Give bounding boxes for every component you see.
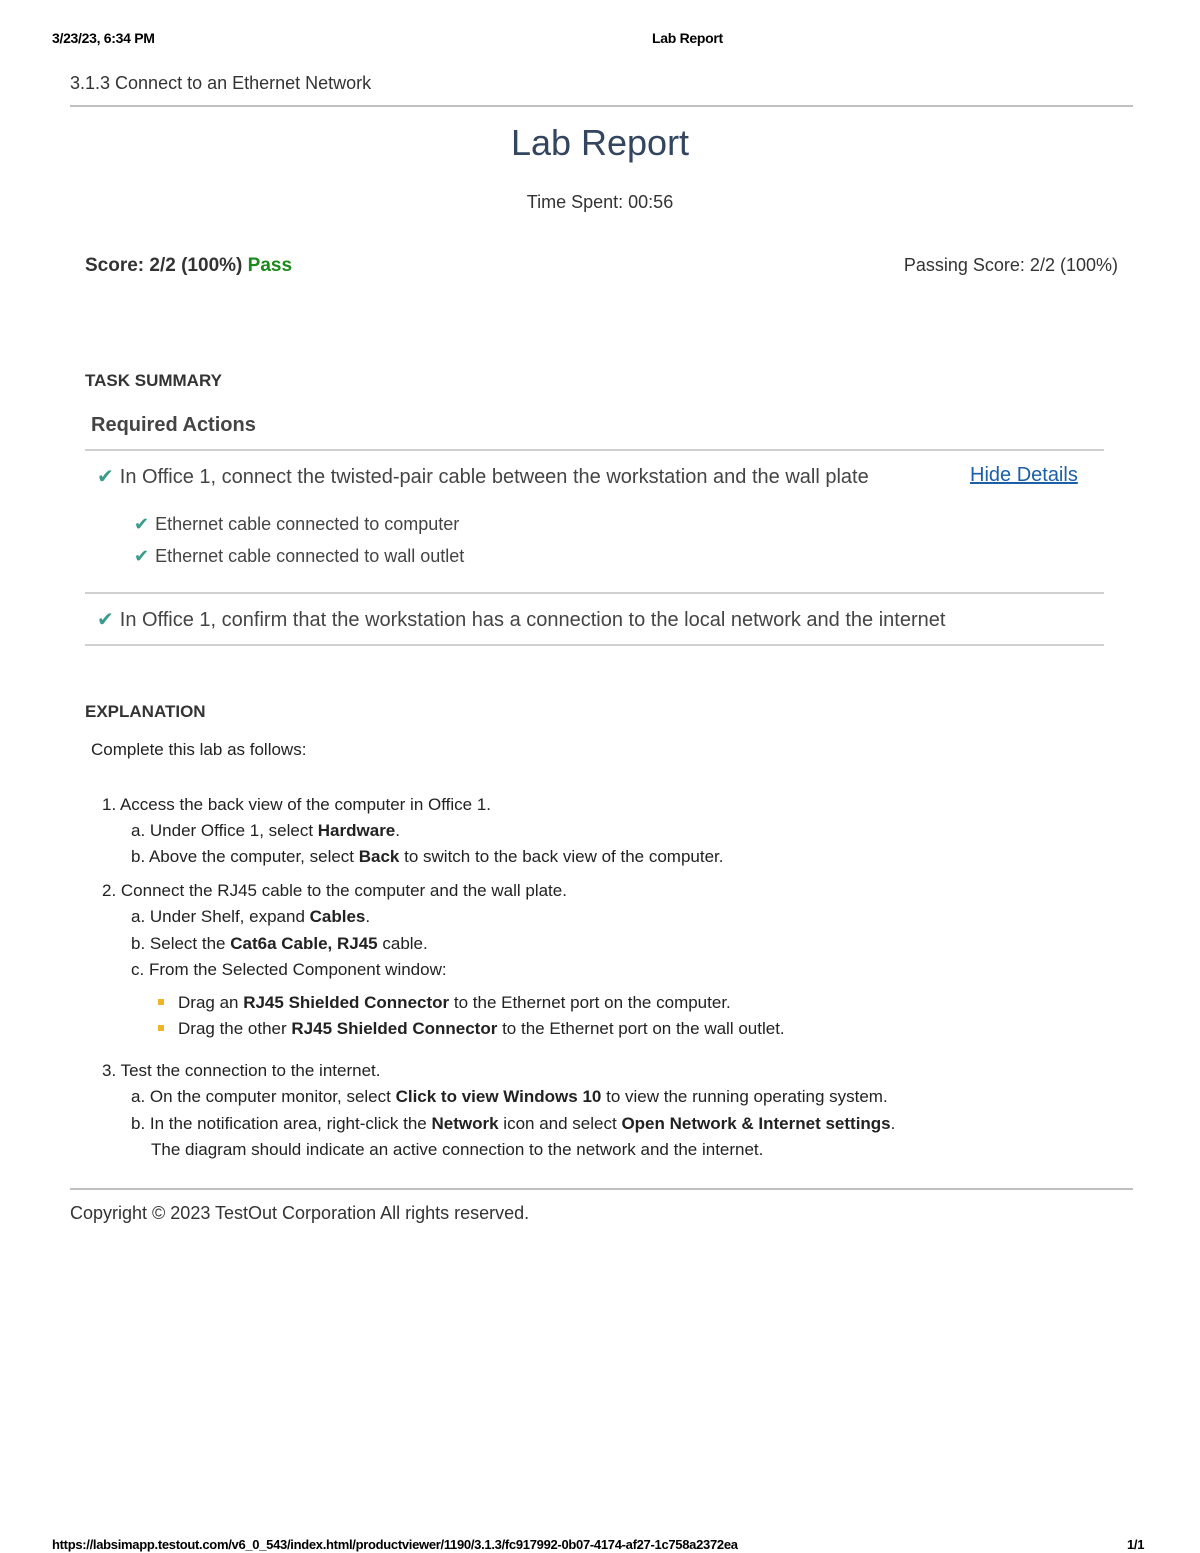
step-1a: a. Under Office 1, select Hardware. xyxy=(131,821,400,840)
check-icon: ✔ xyxy=(134,514,150,534)
page-title: Lab Report xyxy=(510,122,690,163)
bottom-divider xyxy=(70,1188,1133,1190)
step-2: 2. Connect the RJ45 cable to the computer and the wall plate. xyxy=(102,881,567,900)
divider xyxy=(85,449,1104,451)
bullet-item: Drag the other RJ45 Shielded Connector to the Ethernet port on the wall outlet. xyxy=(158,1019,785,1039)
step-1b: b. Above the computer, select Back to switch to the back view of the computer. xyxy=(131,847,724,866)
required-actions-heading: Required Actions xyxy=(91,414,256,436)
divider xyxy=(85,644,1104,646)
task-detail-item xyxy=(134,546,464,567)
time-spent: Time Spent: 00:56 xyxy=(526,192,674,212)
print-title: Lab Report xyxy=(652,30,723,46)
explanation-intro: Complete this lab as follows: xyxy=(91,740,307,759)
task-text: In Office 1, connect the twisted-pair cable between the workstation and the wall plate xyxy=(119,466,869,488)
divider xyxy=(85,592,1104,594)
check-icon: ✔ xyxy=(97,609,114,631)
top-divider xyxy=(70,105,1133,107)
task-detail-text: Ethernet cable connected to wall outlet xyxy=(155,546,465,566)
step-3: 3. Test the connection to the internet. xyxy=(102,1061,381,1080)
task-summary-heading: TASK SUMMARY xyxy=(85,371,222,390)
hide-details-link[interactable]: Hide Details xyxy=(970,464,1078,486)
breadcrumb: 3.1.3 Connect to an Ethernet Network xyxy=(70,73,372,93)
check-icon: ✔ xyxy=(134,546,150,566)
score-label: Score: 2/2 (100%) xyxy=(85,255,243,276)
step-1: 1. Access the back view of the computer in Office 1. xyxy=(102,795,491,814)
passing-score: Passing Score: 2/2 (100%) xyxy=(903,255,1118,275)
result-badge: Pass xyxy=(247,255,293,276)
task-detail-text: Ethernet cable connected to computer xyxy=(155,514,460,534)
print-url: https://labsimapp.testout.com/v6_0_543/index.html/productviewer/1190/3.1.3/fc917992-0b07-4174-af27-1c758a2372ea xyxy=(52,1537,738,1552)
print-datetime: 3/23/23, 6:34 PM xyxy=(52,30,155,46)
copyright: Copyright © 2023 TestOut Corporation All rights reserved. xyxy=(70,1203,530,1223)
bullet-item: Drag an RJ45 Shielded Connector to the Ethernet port on the computer. xyxy=(158,993,731,1013)
step-2c: c. From the Selected Component window: xyxy=(131,960,447,979)
print-page-number: 1/1 xyxy=(1127,1537,1145,1552)
step-3b: b. In the notification area, right-click the Network icon and select Open Network & Internet settings. xyxy=(131,1114,896,1133)
score xyxy=(85,255,292,277)
task-text: In Office 1, confirm that the workstation has a connection to the local network and the internet xyxy=(119,609,946,631)
task-item xyxy=(97,464,869,489)
step-3-note: The diagram should indicate an active connection to the network and the internet. xyxy=(151,1140,764,1159)
task-detail-item xyxy=(134,514,459,535)
task-item xyxy=(97,607,945,632)
step-3a: a. On the computer monitor, select Click to view Windows 10 to view the running operating system. xyxy=(131,1087,888,1106)
check-icon: ✔ xyxy=(97,466,114,488)
bullet-icon xyxy=(158,1025,164,1031)
explanation-heading: EXPLANATION xyxy=(85,702,206,721)
bullet-icon xyxy=(158,999,164,1005)
step-2a: a. Under Shelf, expand Cables. xyxy=(131,907,371,926)
step-2b: b. Select the Cat6a Cable, RJ45 cable. xyxy=(131,934,428,953)
